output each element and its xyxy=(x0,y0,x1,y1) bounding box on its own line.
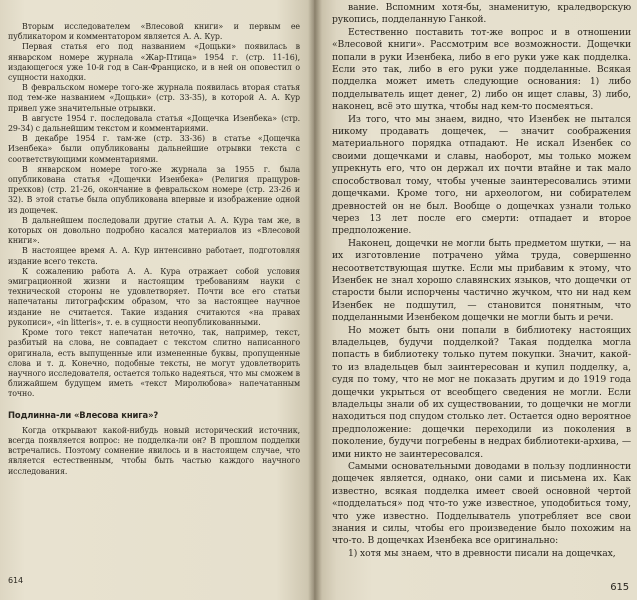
paragraph: Наконец, дощечки не могли быть предметом шутки, — на их изготовление потрачено уйма труда, совершенно несоответствующая шутке. Если мы прибавим к этому, что Изенбек не знал хорошо славянских языков, что дощечки от старости были испорчены частично жучком, что ни над кем Изенбек не подшутил, — становится понятным, что подделанными Изенбеком дощечки не могли быть и речи. xyxy=(332,237,631,324)
paragraph: Но может быть они попали в библиотеку настоящих владельцев, будучи подделкой? Такая подделка могла попасть в библиотеку только путем покупки. Значит, какой-то из владельцев был заинтересован и купил подделку, а, судя по тому, что не мог не показать другим и до 1919 года дощечки укрыться от всеобщего сведения не могли. Если владельцы знали об их существовании, то дощечки не могли находиться под спудом столько лет. Остается одно вероятное предположение: дощечки переходили из поколения в поколение, будучи погребены в недрах библиотеки-архива, — ими никто не заинтересовался. xyxy=(332,324,631,460)
page-number-right: 615 xyxy=(610,581,629,593)
section-heading: Подлинна-ли «Влесова книга»? xyxy=(8,409,159,420)
paragraph: В февральском номере того-же журнала появилась вторая статья под тем-же названием «Дощьки» (стр. 33-35), в которой А. А. Кур привел уже значительные отрывки. xyxy=(8,83,300,113)
paragraph: Первая статья его под названием «Дощьки» появилась в январском номере журнала «Жар-Птица» 1954 г. (стр. 11-16), издающегося уже 10-й год в Сан-Франциско, и в ней он оповестил о сущности находки. xyxy=(8,42,300,83)
page-number-left: 614 xyxy=(8,575,23,585)
left-page-body xyxy=(8,22,300,477)
paragraph: Из того, что мы знаем, видно, что Изенбек не пытался никому продавать дощечек, — значит соображения материального порядка отпадают. Не искал Изенбек со своими дощечками и славы, наоборот, мы только можем упрекнуть его, что он держал их почти втайне и так мало способствовал тому, чтобы ученые заинтересовались этими дощечками. Кроме того, ни археологом, ни собирателем древностей он не был. Вообще о дощечках узнали только через 13 лет после его смерти: отпадает и второе предположение. xyxy=(332,113,631,237)
paragraph: В августе 1954 г. последовала статья «Дощечка Изенбека» (стр. 29-34) с дальнейшим текстом и комментариями. xyxy=(8,113,300,134)
paragraph: Вторым исследователем «Влесовой книги» и первым ее публикатором и комментатором является А. А. Кур. xyxy=(8,22,300,42)
paragraph: 1) хотя мы знаем, что в древности писали на дощечках, xyxy=(348,547,616,559)
paragraph: Самыми основательными доводами в пользу подлинности дощечек является, однако, они сами и письмена их. Как известно, всякая подделка имеет своей основной чертой «подделаться» под что-то уже известное, уподобиться тому, что уже известно. Подделыватель употребляет все свои знания и силы, чтобы его произведение было похожим на что-то. В дощечках Изенбека все оригинально: xyxy=(332,461,631,547)
paragraph: В дальнейшем последовали другие статьи А. А. Кура там же, в которых он довольно подробно касался материалов из «Влесовой книги». xyxy=(8,215,300,246)
left-page xyxy=(0,0,314,600)
paragraph: Когда открывают какой-нибудь новый исторический источник, всегда появляется вопрос: не подделка-ли он? В прошлом подделки встречались. Поэтому сомнение явилось и в настоящем случае, что является естественным, чтобы быть частью каждого научного исследования. xyxy=(8,425,300,476)
paragraph: Естественно поставить тот-же вопрос и в отношении «Влесовой книги». Рассмотрим все возможности. Дощечки попали в руки Изенбека, либо в его руки уже как подделка. Если это так, либо в его руки уже подделанные. Всякая подделка может иметь следующие основания: 1) либо подделыватель ищет денег, 2) либо он ищет славы, 3) либо, наконец, всё это шутка, чтобы над кем-то посмеяться. xyxy=(332,26,631,113)
right-page-body xyxy=(332,2,631,560)
right-page xyxy=(314,0,637,600)
paragraph: Кроме того текст напечатан неточно, так, например, текст, разбитый на слова, не совпадает с текстом слитно написанного оригинала, есть выпущенные или измененные буквы, пропущенные слова и т. д. Конечно, подобные тексты, не могут удовлетворить научного исследователя, остается только надеяться, что мы сможем в ближайшем будущем иметь «текст Миролюбова» напечатанным точно. xyxy=(8,328,300,399)
paragraph: В настоящее время А. А. Кур интенсивно работает, подготовляя издание всего текста. xyxy=(8,246,300,266)
paragraph: К сожалению работа А. А. Кура отражает собой условия эмиграционной жизни и настоящим требованиям науки с технической стороны не удовлетворяет. Почти все его статьи напечатаны литографским образом, что за настоящее научное издание не считается. Такие издания считаются «на правах рукописи», «in litteris», т. е. в сущности неопубликованными. xyxy=(8,266,300,327)
paragraph: вание. Вспомним хотя-бы, знаменитую, краледворскую рукопись, подделанную Ганкой. xyxy=(332,2,631,26)
paragraph: В январском номере того-же журнала за 1955 г. была опубликована статья «Дощечки Изенбека» (Религия пращуров-прехков) (стр. 21-26, окончание в февральском номере (стр. 23-26 и 32). В этой статье была опубликована впервые и изображение одной из дощечек. xyxy=(8,164,300,215)
paragraph: В декабре 1954 г. там-же (стр. 33-36) в статье «Дощечка Изенбека» были опубликованы дальнейшие отрывки текста с соответствующими комментариями. xyxy=(8,134,300,164)
